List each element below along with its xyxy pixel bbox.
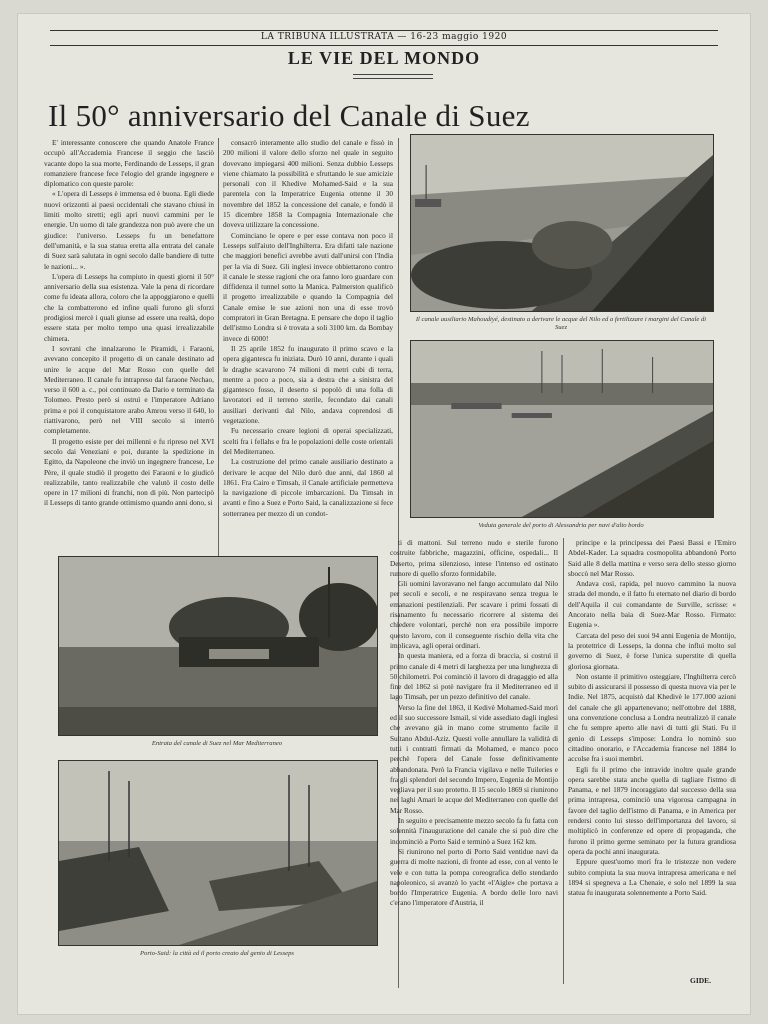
paragraph: Verso la fine del 1863, il Kedivè Mohamed-Said morì ed il suo successore Ismail, si vide assediato dagli inglesi che avevano già in mano come strumento facile il Sultano Abdul-Aziz. Questi volle annullare la validità di tutti i contratti firmati da Mohamed, e manco poco perchè l'opera del Canale fosse definitivamente abbandonata. Però la Francia vigilava e nelle Tuileries e fra gli splendori del secondo Impero, Eugenia de Montijo vegliava per il suo protetto. Il 15 secolo 1869 si riunirono nei laghi Amari le acque del Mediterraneo con quelle del Mar Rosso. [390,702,558,815]
paragraph: Carcata del peso dei suoi 94 anni Eugenia de Montijo, la protettrice di Lesseps, la donna che influì molto sul governo di Suez, è forse l'unica superstite di quella gloriosa giornata. [568,630,736,671]
column-rule [563,538,564,984]
paragraph: Fu necessario creare legioni di operai specializzati, scelti fra i fellahs e fra le popolazioni delle coste orientali del Mediterraneo. [223,426,393,456]
masthead-text: LA TRIBUNA ILLUSTRATA — 16-23 maggio 1920 [260,32,508,42]
paragraph: « L'opera di Lesseps è immensa ed è buona. Egli diede nuovi orizzonti ai paesi occidentali che stavano chiusi in limiti molto stretti; egli aprì nuovi cammini per le energie. Un uomo di tale grandezza non può avere che un giudice: l'universo. Lesseps fu un benefattore dell'umanità, e la sua statua eretta alla entrata del canale di Suez sarà salutata in ogni secolo dalle bandiere di tutte le nazioni... ». [44,189,214,271]
photo-entrata-canale [58,556,378,736]
article-column-4 [568,538,736,972]
column-rule [218,138,219,558]
paragraph: La costruzione del primo canale ausiliario destinato a derivare le acque del Nilo durò due anni, dal 1860 al 1861. Fra Cairo e Timsah, il Canale artificiale permetteva la navigazione di piccole imbarcazioni. Da Timsah in avanti e fino a Suez e Porto Said, la canalizzazione si fece sotterranea per mezzo di un condot- [223,457,393,518]
paragraph: Andava così, rapida, pel nuovo cammino la nuova strada del mondo, e il fatto fu eternato nel diario di bordo dell'Aquila il cui comandante de Surville, scrisse: « Ancorato nella baia di Suez-Mar Rosso. Firmato: Eugenia ». [568,579,736,630]
photo-caption: Il canale ausiliario Mahoudiyé, destinato a derivare le acque del Nilo ed a fertilizzare i margini del Canale di Suez [415,316,707,331]
author-signature: GIDE. [690,976,712,985]
paragraph: Si riunirono nel porto di Porto Said ventidue navi da guerra di molte nazioni, di fronte ad esse, con al vento le vele e con tutta la pompa coreografica dello stendardo napoleonico, si avanzò lo yacht «l'Aigle» che portava a bordo l'Imperatrice Eugenia. A bordo delle loro navi c'erano l'imperatore d'Austria, il [390,846,558,908]
paragraph: Non ostante il primitivo osteggiare, l'Inghilterra cercò subito di assicurarsi il possesso di questa nuova via per le Indie. Nel 1875, acquistò dal Khedivè le 177.000 azioni del canale che gli appartenevano; nell'ottobre del 1888, una convenzione conclusa a Londra neutralizzò il canale che fu sempre aperto alle navi di tutti gli Stati. Fu il genio di Lesseps s'impose: Londra lo nominò suo cittadino onorario, e l'Accademia francese nel 1884 lo accolse fra i suoi membri. [568,671,736,764]
article-column-3 [390,538,558,984]
paragraph: In questa maniera, ed a forza di braccia, si costruì il primo canale di 4 metri di larghezza per una lunghezza di 50 chilometri. Poi cominciò il lavoro di dragaggio ed alla fine del 1862 si potè navigare fra il Mediterraneo ed il lago Timsah, per un pezzo definitivo del canale. [390,651,558,702]
paragraph: ti di mattoni. Sul terreno nudo e sterile furono costruite fabbriche, magazzini, officine, ospedali... Il Deserto, prima silenzioso, intese l'intenso ed ostinato rumore di quello sforzo formidabile. [390,538,558,578]
photo-porto-alessandria [410,340,714,518]
paragraph: Gli uomini lavoravano nel fango accumulato dal Nilo per secoli e secoli, e ne respiravano senza tregua le emanazioni pestilenziali. Per scavare i primi fossati di risanamento fu necessario ricorrere al sistema dei chiedere volontari, perchè non era possibile imporre questo lavoro, con il conseguente rischio della vita che implicava, agli operai ordinari. [390,579,558,650]
paragraph: Il progetto esiste per dei millenni e fu ripreso nel XVI secolo dai Veneziani e poi, durante la spedizione in Egitto, da Napoleone che inviò un ingegnere francese, Le Père, il quale studiò il progetto dei Faraoni e lo giudicò realizzabile, tanto realizzabile che valutò il costo delle opere in 17 milioni di franchi, non di più. Non partecipò il Lesseps di tanto grande ottimismo quando anni dono, si [44,436,214,508]
paragraph: Eppure quest'uomo morì fra le tristezze non vedere subito compiuta la sua nuova intrapresa americana e nel 1894 si spegneva a La Chenaie, e solo nel 1899 la sua statua fu inaugurata solennemente a Porto Said. [568,857,736,898]
paragraph: consacrò interamente allo studio del canale e fissò in 200 milioni il valore dello sforzo nel quale in seguito dovevano impiegarsi 400 milioni. Senza dubbio Lesseps viene chiamato la possibilità e sfruttando le sue amicizie personali con il Khedive Mohamed-Said e la sua parentela con la Imperatrice Eugenia ottenne il 30 novembre del 1852 la concessione del canale, e fondò il 15 dicembre 1858 la Compagnia Internazionale che doveva utilizzare la concessione. [223,138,393,230]
article-column-2 [223,138,393,568]
paragraph: principe e la principessa dei Paesi Bassi e l'Emiro Abdel-Kader. La squadra cosmopolita abbandonò Porto Said alle 8 della mattina e verso sera dello stesso giorno sboccò nel Mar Rosso. [568,538,736,578]
headline: Il 50° anniversario del Canale di Suez [48,98,530,133]
photo-caption: Porto-Said: la città ed il porto creato dal genio di Lesseps [140,950,294,957]
paragraph: L'opera di Lesseps ha compiuto in questi giorni il 50° anniversario della sua esistenza. Vale la pena di ricordare come fu ideata allora, coloro che la appoggiarono e quelli che la combatterono ed infine quali furono gli sforzi prodigiosi mercè i quali giunse ad essere una realtà, dopo essere stata per molto tempo una quasi irrealizzabile chimera. [44,271,214,343]
paragraph: Il 25 aprile 1852 fu inaugurato il primo scavo e la opera gigantesca fu iniziata. Durò 10 anni, durante i quali le draghe scavarono 74 milioni di metri cubi di terra, mentre a poco a poco, sia a destra che a sinistra del gigantesco fosso, il deserto si popolò di una folla di lavoratori ed il terreno sterile, fecondato dai canali ausiliari derivanti dal Nilo, andava coprendosi di vegetazione. [223,343,393,426]
photo-canale-mahoudiye [410,134,714,312]
paragraph: Egli fu il primo che intravide inoltre quale grande opera sarebbe stata anche quella di tagliare l'istmo di Panama, e nel 1879 incoraggiato dal successo della sua prima intrapresa, cominciò una vigorosa campagna in favore del taglio dell'istmo di Panama, e in America per rendersi conto lui stesso dell'importanza del lavoro, si moltiplicò in conferenze ed opere di propaganda, che furono il primo germe seminato per la futura grandiosa opera da pochi anni inaugurata. [568,764,736,856]
paragraph: In seguito e precisamente mezzo secolo fa fu fatta con solennità l'inaugurazione del canale che si può dire che incominciò a Porto Said e terminò a Suez 162 km. [390,816,558,846]
photo-porto-said [58,760,378,946]
paragraph: E' interessante conoscere che quando Anatole France occupò all'Accademia Francese il seggio che lasciò vacante dopo la sua morte, Ferdinando de Lesseps, il gran romanziere francese fece l'elogio del grande ingegnere e diplomatico con queste parole: [44,138,214,189]
newspaper-page [18,14,750,1014]
ornament-divider [353,74,433,79]
article-column-1 [44,138,214,568]
masthead [50,30,718,46]
photo-caption: Entrata del canale di Suez nel Mar Mediterraneo [151,740,283,747]
section-title: LE VIE DEL MONDO [287,48,481,68]
paragraph: I sovrani che innalzarono le Piramidi, i Faraoni, avevano concepito il progetto di un canale destinato ad unire le acque del Mar Rosso con quelle del Mediterraneo. Il canale fu intrapreso dal faraone Nechao, verso il 600 a. c., poi continuato da Dario e terminato da Tolomeo. Presto però si ostruì e l'imperatore Adriano prima e poi il conquistatore arabo Amrou verso il 640, lo riattivarono, però nel VIII secolo si interrò completamente. [44,343,214,436]
paragraph: Cominciano le opere e per esse contava non poco il Lesseps sull'aiuto dell'Inghilterra. Era difatti tale nazione che maggiori benefici avrebbe avuti dall'unirsi con l'India per la via di Suez. Gli inglesi invece obbiettarono contro il canale le stesse ragioni che ora fanno loro guardare con diffidenza il tunnel sotto la Manica. Palmerston qualificò il progetto irrealizzabile e quando la Compagnia del Canale emise le sue azioni non una di esse trovò compratori in Gran Bretagna. E pensare che dopo il taglio dell'istmo Londra si è trovata a soli 3100 km. da Bombay invece di 6000! [223,230,393,343]
photo-caption: Veduta generale del porto di Alessandria per navi d'alto bordo [478,522,644,529]
